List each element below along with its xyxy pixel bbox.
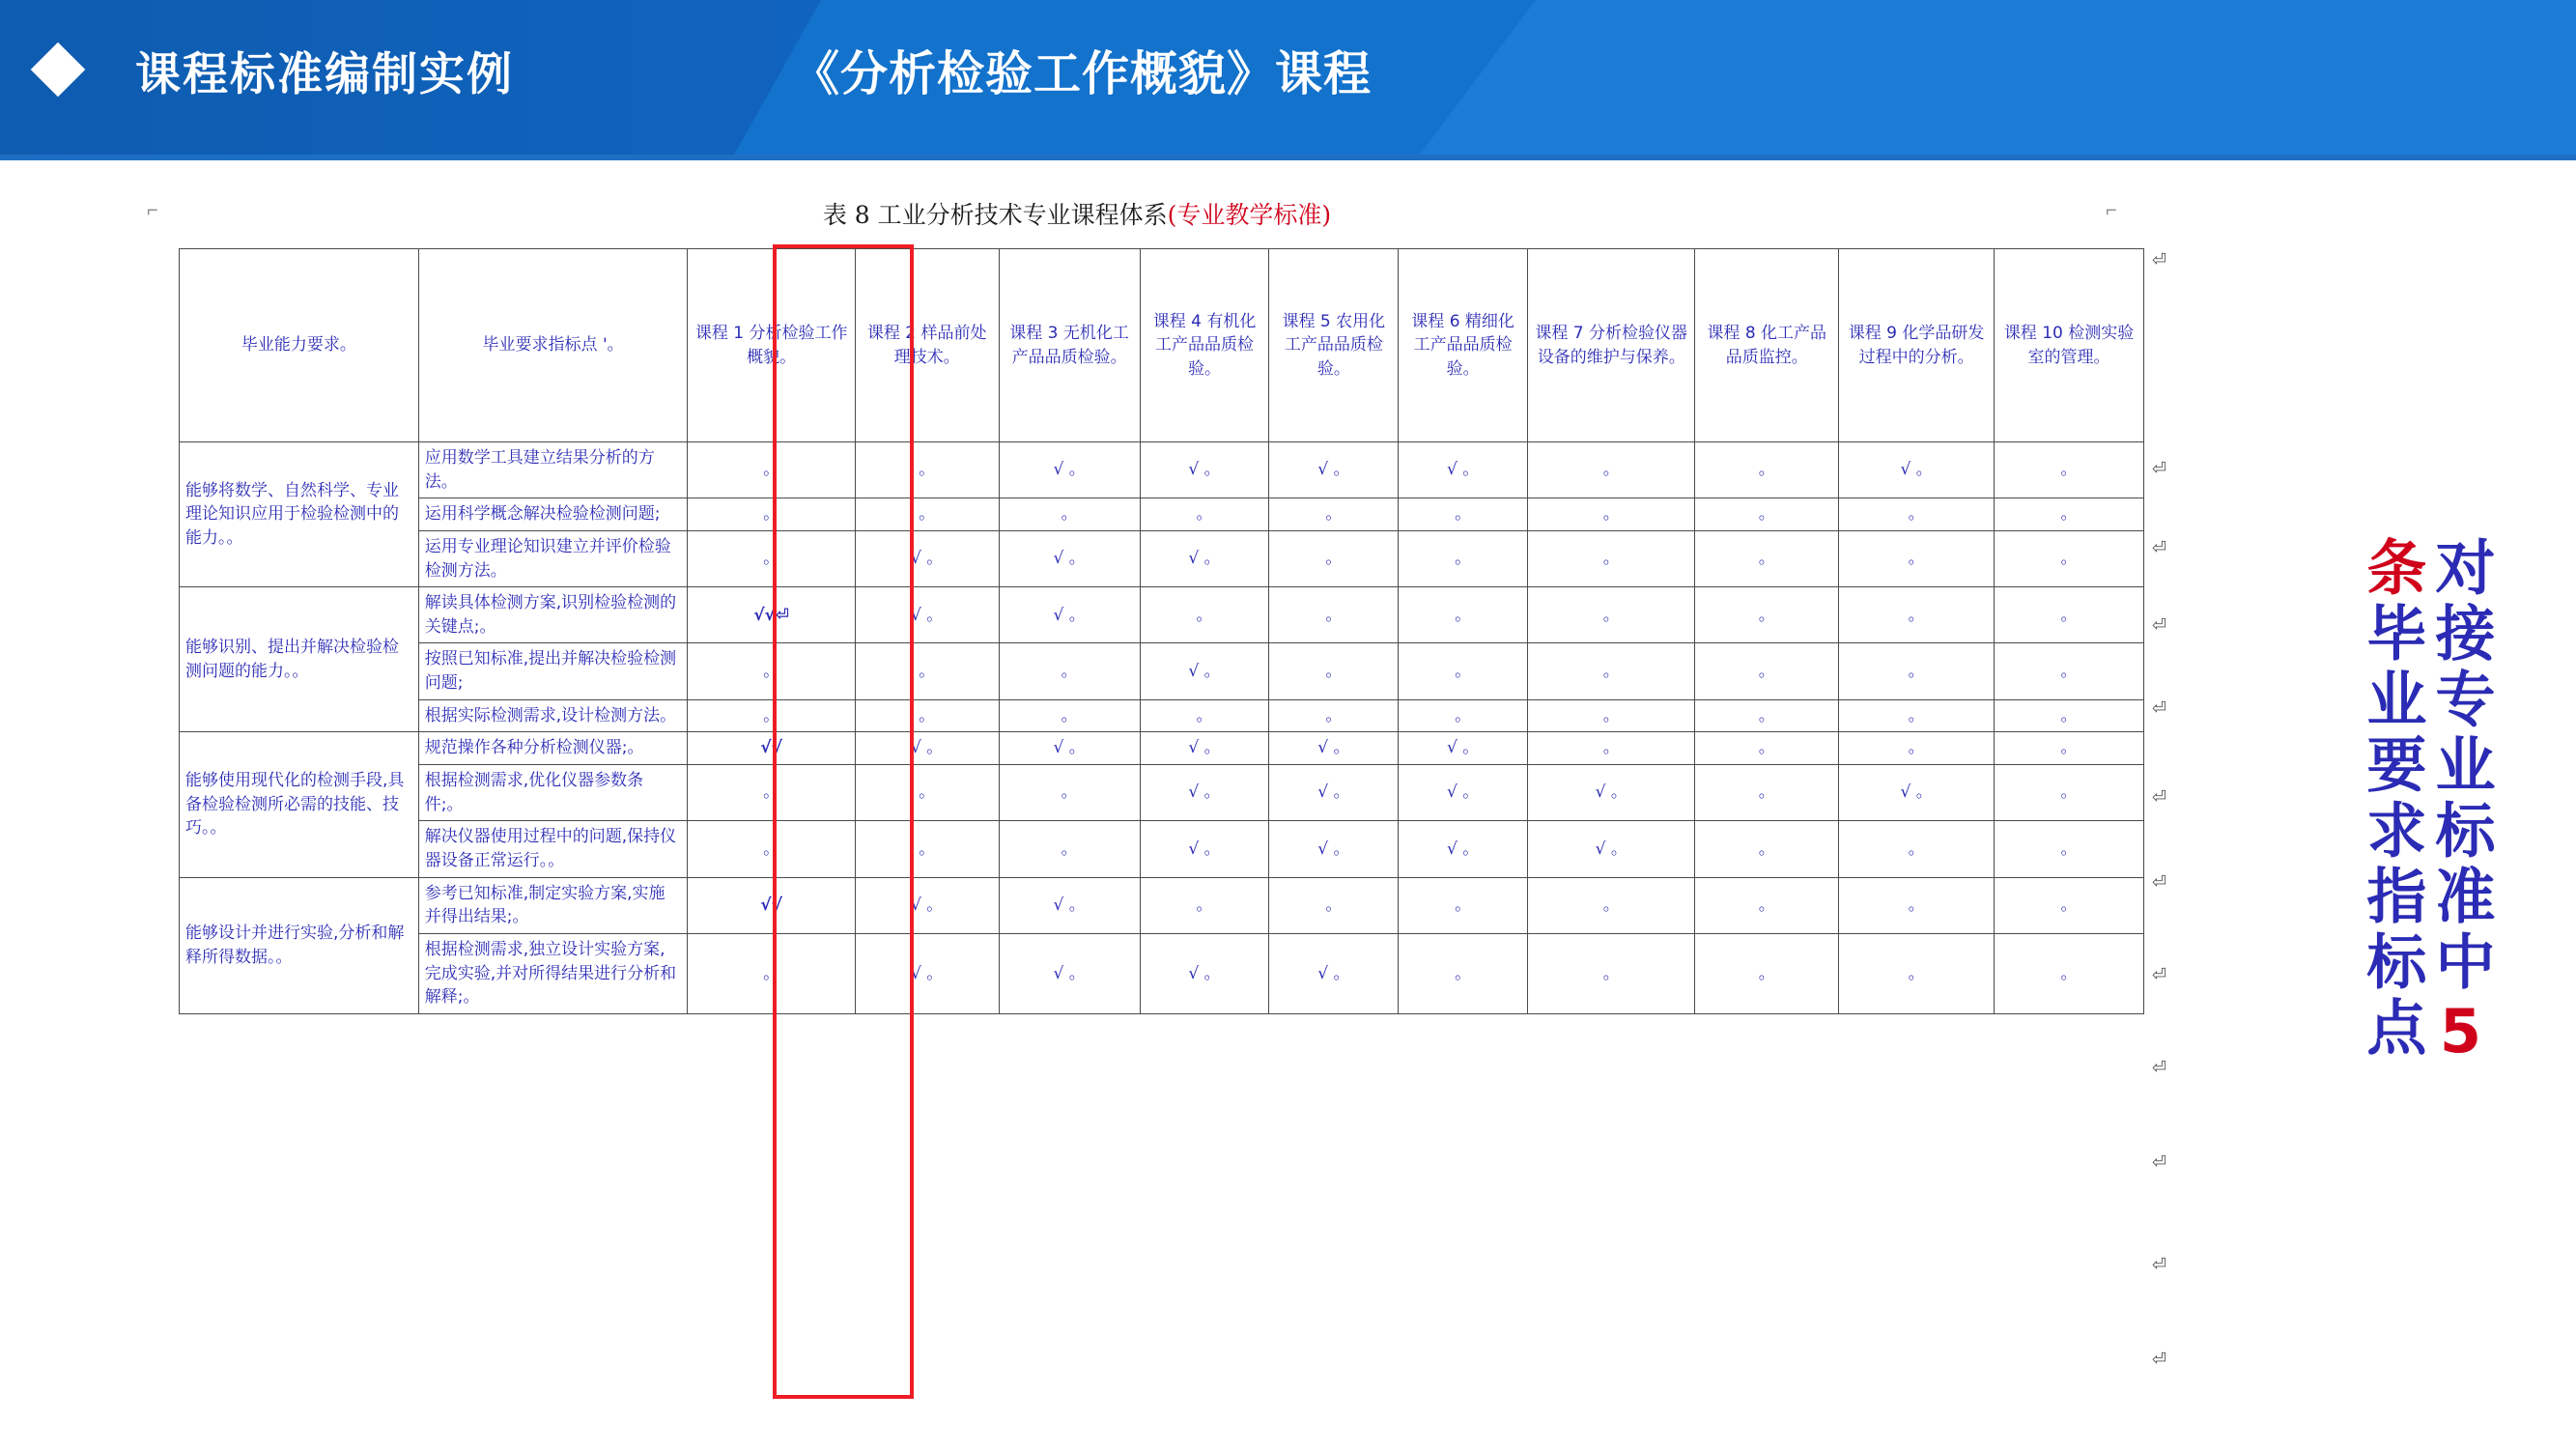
header-diagonal-shape-secondary	[1420, 0, 2576, 155]
mark-cell: 。	[855, 442, 999, 498]
mark-cell: 。	[688, 765, 855, 821]
mark-cell: 。	[1269, 498, 1399, 531]
mark-cell: 。	[1995, 442, 2144, 498]
ability-label: 能够识别、提出并解决检验检测问题的能力。。	[180, 587, 419, 732]
mark-cell: 。	[1839, 587, 1995, 643]
side-annotation-highlight: 5	[2425, 996, 2496, 1072]
column-header-course-9: 课程 9 化学品研发过程中的分析。	[1839, 249, 1995, 442]
indicator-label: 根据检测需求,优化仪器参数条件;。	[418, 765, 688, 821]
mark-cell: 。	[1399, 643, 1528, 699]
mark-cell: 。	[688, 933, 855, 1013]
indicator-label: 根据检测需求,独立设计实验方案,完成实验,并对所得结果进行分析和解释;。	[418, 933, 688, 1013]
mark-cell: 。	[999, 821, 1140, 877]
mark-cell: 。	[1528, 643, 1695, 699]
mark-cell: 。	[688, 498, 855, 531]
mark-cell: 。	[1695, 699, 1839, 732]
indicator-label: 参考已知标准,制定实验方案,实施并得出结果;。	[418, 877, 688, 933]
mark-cell: 。	[1839, 821, 1995, 877]
column-header-course-2: 课程 2 样品前处理技术。	[855, 249, 999, 442]
side-annotation	[2222, 536, 2496, 1072]
curriculum-matrix-table	[179, 248, 2144, 1014]
mark-cell: 。	[1399, 530, 1528, 586]
mark-cell-highlighted: √√	[688, 732, 855, 765]
mark-cell: 。	[1995, 587, 2144, 643]
indicator-label: 应用数学工具建立结果分析的方法。	[418, 442, 688, 498]
mark-cell: √ 。	[855, 877, 999, 933]
table-caption	[0, 196, 2154, 231]
table-row	[180, 498, 2144, 531]
column-header-indicator: 毕业要求指标点 '。	[418, 249, 688, 442]
ability-label: 能够使用现代化的检测手段,具备检验检测所必需的技能、技巧。。	[180, 732, 419, 877]
mark-cell: √ 。	[1528, 821, 1695, 877]
mark-cell: 。	[1995, 933, 2144, 1013]
mark-cell: √ 。	[1140, 530, 1269, 586]
indicator-label: 解决仪器使用过程中的问题,保持仪器设备正常运行。。	[418, 821, 688, 877]
ability-label: 能够设计并进行实验,分析和解释所得数据。。	[180, 877, 419, 1013]
header-title-right: 《分析检验工作概貌》课程	[792, 48, 1373, 100]
indicator-label: 规范操作各种分析检测仪器;。	[418, 732, 688, 765]
pilcrow-mark: ⏎	[2152, 872, 2167, 892]
mark-cell: 。	[1528, 699, 1695, 732]
mark-cell: 。	[688, 699, 855, 732]
mark-cell: √ 。	[1839, 442, 1995, 498]
mark-cell: √ 。	[1269, 442, 1399, 498]
table-row	[180, 732, 2144, 765]
mark-cell: 。	[1399, 699, 1528, 732]
mark-cell: 。	[688, 442, 855, 498]
mark-cell: 。	[855, 498, 999, 531]
mark-cell: 。	[1839, 699, 1995, 732]
mark-cell-highlighted: √√	[688, 877, 855, 933]
table-row	[180, 530, 2144, 586]
table-row	[180, 442, 2144, 498]
mark-cell: √ 。	[855, 587, 999, 643]
table-row	[180, 765, 2144, 821]
pilcrow-mark: ⏎	[2152, 459, 2167, 478]
table-row	[180, 699, 2144, 732]
mark-cell: 。	[855, 643, 999, 699]
pilcrow-mark: ⏎	[2152, 787, 2167, 807]
column-header-course-5: 课程 5 农用化工产品品质检验。	[1269, 249, 1399, 442]
mark-cell: 。	[1528, 498, 1695, 531]
mark-cell: 。	[1695, 933, 1839, 1013]
mark-cell: √ 。	[1269, 933, 1399, 1013]
mark-cell: √ 。	[1269, 732, 1399, 765]
mark-cell: 。	[1695, 765, 1839, 821]
mark-cell: 。	[1269, 587, 1399, 643]
header-underline	[0, 155, 2576, 160]
mark-cell: 。	[1528, 587, 1695, 643]
column-header-course-4: 课程 4 有机化工产品品质检验。	[1140, 249, 1269, 442]
mark-cell: 。	[688, 643, 855, 699]
mark-cell: 。	[1528, 877, 1695, 933]
header-title-left: 课程标准编制实例	[135, 48, 514, 100]
mark-cell: √ 。	[1399, 442, 1528, 498]
pilcrow-mark: ⏎	[2152, 538, 2167, 557]
mark-cell: √ 。	[1140, 933, 1269, 1013]
side-annotation-col-2	[2356, 536, 2427, 1072]
mark-cell: 。	[999, 699, 1140, 732]
pilcrow-mark: ⏎	[2152, 965, 2167, 984]
mark-cell: √ 。	[999, 587, 1140, 643]
mark-cell: 。	[999, 498, 1140, 531]
side-annotation-col-1	[2425, 536, 2496, 1072]
mark-cell: 。	[1995, 498, 2144, 531]
column-header-course-10: 课程 10 检测实验室的管理。	[1995, 249, 2144, 442]
mark-cell: 。	[1528, 732, 1695, 765]
mark-cell: 。	[1528, 530, 1695, 586]
mark-cell: 。	[1695, 442, 1839, 498]
mark-cell: 。	[1399, 877, 1528, 933]
mark-cell: 。	[1695, 877, 1839, 933]
mark-cell: 。	[1839, 877, 1995, 933]
mark-cell: 。	[688, 821, 855, 877]
mark-cell: 。	[1269, 699, 1399, 732]
mark-cell: 。	[1399, 933, 1528, 1013]
mark-cell: 。	[1839, 530, 1995, 586]
pilcrow-mark: ⏎	[2152, 1350, 2167, 1369]
mark-cell: √ 。	[999, 877, 1140, 933]
indicator-label: 运用科学概念解决检验检测问题;	[418, 498, 688, 531]
mark-cell: √ 。	[1269, 821, 1399, 877]
pilcrow-mark: ⏎	[2152, 1058, 2167, 1077]
table-row	[180, 933, 2144, 1013]
side-annotation-text-left: 毕业要求指标点	[2356, 602, 2427, 1062]
mark-cell: 。	[855, 821, 999, 877]
mark-cell: 。	[1140, 877, 1269, 933]
document-body	[0, 169, 2576, 1450]
mark-cell: 。	[855, 699, 999, 732]
pilcrow-mark: ⏎	[2152, 1255, 2167, 1274]
column-header-course-7: 课程 7 分析检验仪器设备的维护与保养。	[1528, 249, 1695, 442]
mark-cell: 。	[1995, 877, 2144, 933]
mark-cell: √ 。	[855, 732, 999, 765]
mark-cell: 。	[1269, 877, 1399, 933]
column-header-ability: 毕业能力要求。	[180, 249, 419, 442]
mark-cell: 。	[1695, 732, 1839, 765]
mark-cell: 。	[1995, 699, 2144, 732]
column-header-course-3: 课程 3 无机化工产品品质检验。	[999, 249, 1140, 442]
mark-cell: √ 。	[855, 530, 999, 586]
mark-cell: 。	[1399, 498, 1528, 531]
mark-cell: √ 。	[1399, 732, 1528, 765]
mark-cell: 。	[1995, 821, 2144, 877]
column-header-course-6: 课程 6 精细化工产品品质检验。	[1399, 249, 1528, 442]
mark-cell: 。	[1695, 530, 1839, 586]
mark-cell: 。	[1695, 498, 1839, 531]
mark-cell: 。	[1140, 587, 1269, 643]
mark-cell: 。	[1528, 933, 1695, 1013]
mark-cell: 。	[1839, 732, 1995, 765]
mark-cell: 。	[1695, 587, 1839, 643]
mark-cell: √ 。	[999, 442, 1140, 498]
side-annotation-text-right: 对接专业标准中	[2425, 536, 2496, 996]
column-header-course-1: 课程 1 分析检验工作概貌。	[688, 249, 855, 442]
indicator-label: 解读具体检测方案,识别检验检测的关键点;。	[418, 587, 688, 643]
mark-cell: 。	[1995, 765, 2144, 821]
mark-cell: 。	[1399, 587, 1528, 643]
pilcrow-mark: ⏎	[2152, 698, 2167, 718]
mark-cell: √ 。	[1399, 765, 1528, 821]
mark-cell: 。	[1140, 498, 1269, 531]
indicator-label: 运用专业理论知识建立并评价检验检测方法。	[418, 530, 688, 586]
column-header-course-8: 课程 8 化工产品品质监控。	[1695, 249, 1839, 442]
table-row	[180, 877, 2144, 933]
mark-cell: √ 。	[1399, 821, 1528, 877]
mark-cell: √ 。	[1839, 765, 1995, 821]
mark-cell: √ 。	[1140, 643, 1269, 699]
mark-cell: √ 。	[1528, 765, 1695, 821]
mark-cell: 。	[688, 530, 855, 586]
mark-cell: 。	[1995, 530, 2144, 586]
mark-cell: √ 。	[1140, 442, 1269, 498]
mark-cell: √ 。	[1140, 765, 1269, 821]
pilcrow-mark: ⏎	[2152, 250, 2167, 270]
mark-cell: 。	[1269, 643, 1399, 699]
page-mark-left: ⌐	[147, 200, 158, 221]
mark-cell: 。	[1839, 643, 1995, 699]
table-caption-main: 表 8 工业分析技术专业课程体系	[822, 201, 1168, 229]
mark-cell: 。	[1140, 699, 1269, 732]
mark-cell: 。	[1995, 643, 2144, 699]
mark-cell: √ 。	[1140, 732, 1269, 765]
pilcrow-mark: ⏎	[2152, 615, 2167, 635]
mark-cell: 。	[1695, 643, 1839, 699]
page-mark-right: ⌐	[2106, 200, 2117, 221]
mark-cell: 。	[1995, 732, 2144, 765]
mark-cell: 。	[1269, 530, 1399, 586]
mark-cell-highlighted: √√⏎	[688, 587, 855, 643]
indicator-label: 根据实际检测需求,设计检测方法。	[418, 699, 688, 732]
mark-cell: √ 。	[1269, 765, 1399, 821]
table-row	[180, 643, 2144, 699]
mark-cell: 。	[999, 765, 1140, 821]
table-row	[180, 821, 2144, 877]
indicator-label: 按照已知标准,提出并解决检验检测问题;	[418, 643, 688, 699]
slide-header	[0, 0, 2576, 155]
mark-cell: 。	[1695, 821, 1839, 877]
mark-cell: √ 。	[999, 933, 1140, 1013]
mark-cell: 。	[1839, 933, 1995, 1013]
mark-cell: 。	[855, 765, 999, 821]
ability-label: 能够将数学、自然科学、专业理论知识应用于检验检测中的能力。。	[180, 442, 419, 587]
mark-cell: 。	[1528, 442, 1695, 498]
side-annotation-text-mid: 条	[2356, 536, 2427, 602]
pilcrow-mark: ⏎	[2152, 1152, 2167, 1172]
mark-cell: 。	[999, 643, 1140, 699]
mark-cell: √ 。	[999, 732, 1140, 765]
table-header-row	[180, 249, 2144, 442]
mark-cell: 。	[1839, 498, 1995, 531]
table-caption-note: (专业教学标准)	[1167, 201, 1332, 229]
table-row	[180, 587, 2144, 643]
mark-cell: √ 。	[999, 530, 1140, 586]
mark-cell: √ 。	[855, 933, 999, 1013]
mark-cell: √ 。	[1140, 821, 1269, 877]
